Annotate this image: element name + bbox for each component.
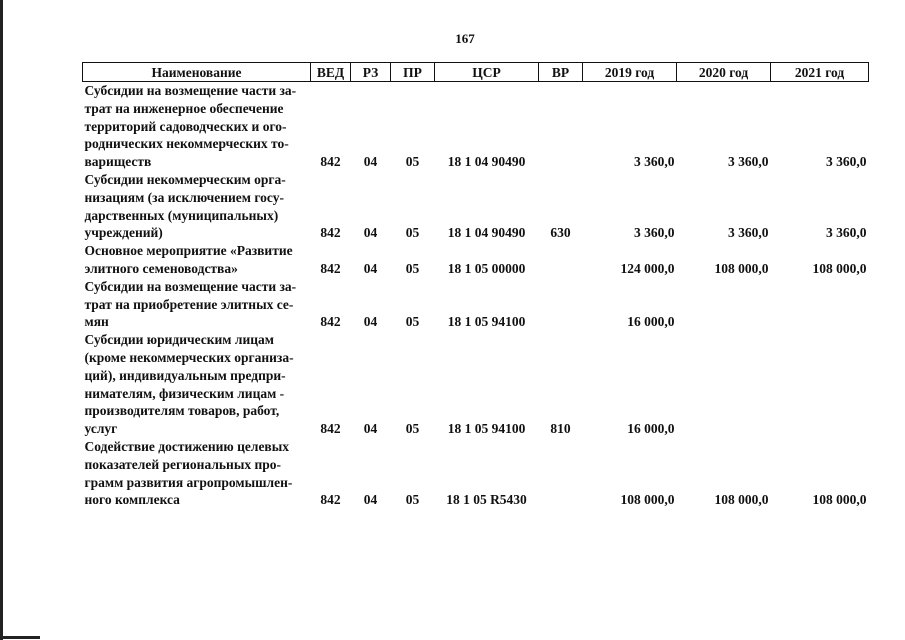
column-header-2019: 2019 год — [583, 63, 677, 82]
row-2019: 124 000,0 — [620, 260, 675, 276]
row-2019: 108 000,0 — [620, 492, 675, 508]
row-csr: 18 1 05 94100 — [447, 314, 526, 330]
table-row — [83, 438, 869, 509]
row-ved: 842 — [320, 154, 341, 170]
row-ved: 842 — [320, 225, 341, 241]
row-2019: 3 360,0 — [634, 225, 675, 241]
scan-left-edge — [0, 0, 3, 640]
row-name: Субсидии на возмещение части за- трат на приобретение элитных се- мян — [84, 278, 297, 330]
row-name: Содействие достижению целевых показателей региональных про- грамм развития агропромышлен- ного комплекса — [84, 438, 293, 508]
row-pr: 05 — [405, 154, 420, 170]
row-vr — [539, 438, 583, 509]
row-ved: 842 — [320, 421, 341, 437]
row-pr: 05 — [405, 421, 420, 437]
row-csr: 18 1 04 90490 — [447, 154, 526, 170]
row-pr: 05 — [405, 314, 420, 330]
table-header-row — [83, 63, 869, 82]
row-2021: 3 360,0 — [826, 225, 867, 241]
row-pr: 05 — [405, 225, 420, 241]
table-row — [83, 331, 869, 438]
column-header-rz: РЗ — [351, 63, 391, 82]
row-vr: 810 — [550, 421, 571, 437]
row-rz: 04 — [363, 421, 378, 437]
row-2019: 16 000,0 — [627, 314, 675, 330]
row-rz: 04 — [363, 225, 378, 241]
row-name: Основное мероприятие «Развитие элитного семеноводства» — [84, 243, 293, 276]
column-header-name: Наименование — [83, 63, 311, 82]
row-2020: 108 000,0 — [714, 492, 769, 508]
budget-table — [82, 62, 869, 509]
table-row — [83, 278, 869, 331]
row-2020: 3 360,0 — [728, 225, 769, 241]
row-2020 — [677, 278, 771, 331]
row-ved: 842 — [320, 260, 341, 276]
table-row — [83, 171, 869, 242]
table-row — [83, 242, 869, 278]
row-rz: 04 — [363, 154, 378, 170]
column-header-pr: ПР — [391, 63, 435, 82]
row-vr: 630 — [550, 225, 571, 241]
column-header-vr: ВР — [539, 63, 583, 82]
row-name: Субсидии юридическим лицам (кроме некоммерческих организа- ций), индивидуальным предпри- нимателям, физическим лицам - производителям товаров, работ, услуг — [84, 332, 294, 437]
row-pr: 05 — [405, 492, 420, 508]
table-row — [83, 82, 869, 171]
row-ved: 842 — [320, 492, 341, 508]
row-2020: 108 000,0 — [714, 260, 769, 276]
row-name: Субсидии на возмещение части за- трат на инженерное обеспечение территорий садоводческих и ого- роднических некоммерческих то- вариществ — [84, 83, 297, 170]
page-number: 167 — [455, 31, 475, 46]
row-2021: 108 000,0 — [812, 260, 867, 276]
row-csr: 18 1 04 90490 — [447, 225, 526, 241]
row-csr: 18 1 05 00000 — [447, 260, 526, 276]
row-name: Субсидии некоммерческим орга- низациям (за исключением госу- дарственных (муниципальных) учреждений) — [84, 171, 286, 241]
row-vr — [539, 82, 583, 171]
column-header-2020: 2020 год — [677, 63, 771, 82]
column-header-csr: ЦСР — [435, 63, 539, 82]
row-2021: 3 360,0 — [826, 154, 867, 170]
row-ved: 842 — [320, 314, 341, 330]
column-header-2021: 2021 год — [771, 63, 869, 82]
column-header-ved: ВЕД — [311, 63, 351, 82]
row-rz: 04 — [363, 260, 378, 276]
row-2019: 16 000,0 — [627, 421, 675, 437]
row-csr: 18 1 05 94100 — [447, 421, 526, 437]
row-2021: 108 000,0 — [812, 492, 867, 508]
row-rz: 04 — [363, 314, 378, 330]
row-2019: 3 360,0 — [634, 154, 675, 170]
row-csr: 18 1 05 R5430 — [446, 492, 527, 508]
scan-bottom-edge — [0, 636, 40, 639]
row-2020 — [677, 331, 771, 438]
row-vr — [539, 242, 583, 278]
row-2021 — [771, 278, 869, 331]
row-pr: 05 — [405, 260, 420, 276]
row-vr — [539, 278, 583, 331]
row-2021 — [771, 331, 869, 438]
row-rz: 04 — [363, 492, 378, 508]
row-2020: 3 360,0 — [728, 154, 769, 170]
